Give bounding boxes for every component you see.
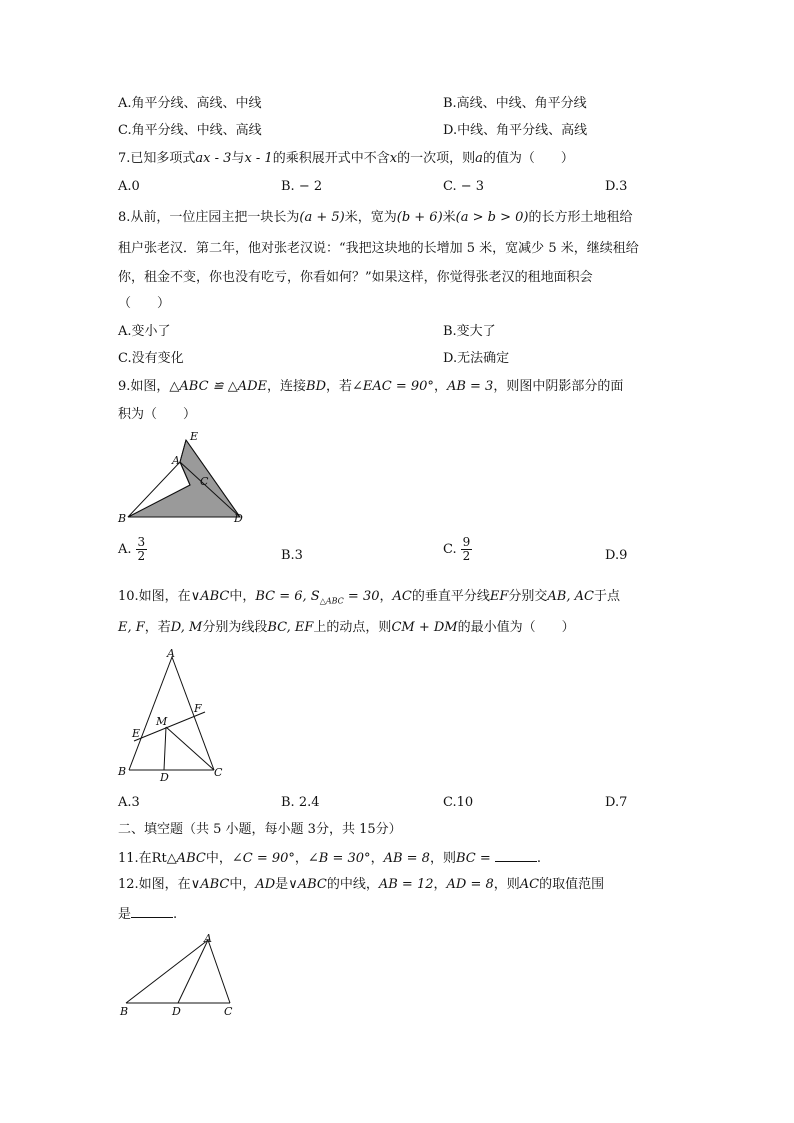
q11-stem: 11.在Rt△ABC中，∠C = 90°，∠B = 30°，AB = 8，则BC = . <box>118 851 542 866</box>
q10-label-d: D <box>160 771 169 784</box>
q6-option-a: A.角平分线、高线、中线 <box>118 96 262 111</box>
q6-option-d: D.中线、角平分线、高线 <box>443 123 588 138</box>
q10-option-a: A.3 <box>118 795 140 810</box>
q10-label-m: M <box>156 715 168 728</box>
q10-label-c: C <box>214 766 223 779</box>
q9-label-c: C <box>200 475 209 488</box>
q9-option-d: D.9 <box>605 548 628 563</box>
q10-stem-line1: 10.如图，在∨ABC中，BC = 6, $S_{\triangle ABC} = 30$，AC的垂直平分线EF分别交AB, AC于点 <box>118 589 620 606</box>
q12-label-d: D <box>172 1005 181 1018</box>
q10-label-e: E <box>132 727 141 740</box>
q10-option-c: C.10 <box>443 795 474 810</box>
q10-stem-line2: E, F，若D, M分别为线段BC, EF上的动点，则CM + DM的最小值为（ ） <box>118 620 575 635</box>
q12-answer-blank[interactable] <box>131 905 173 918</box>
q8-option-c: C.没有变化 <box>118 351 184 366</box>
q7-option-a: A.0 <box>118 179 140 194</box>
q12-label-c: C <box>224 1005 233 1018</box>
q6-option-c: C.角平分线、中线、高线 <box>118 123 262 138</box>
q8-option-d: D.无法确定 <box>443 351 510 366</box>
q8-stem-line3: 你，租金不变，你也没有吃亏，你看如何？”如果这样，你觉得张老汉的租地面积会 <box>118 270 593 285</box>
q12-figure <box>112 930 247 1020</box>
q8-stem-line4: （ ） <box>118 296 171 311</box>
q9-label-b: B <box>118 512 127 525</box>
q10-figure <box>112 645 237 785</box>
q9-figure <box>112 428 252 528</box>
q7-stem: 7.已知多项式ax - 3与x - 1的乘积展开式中不含x的一次项，则a的值为（ ） <box>118 151 574 166</box>
q9-label-a: A <box>172 454 180 467</box>
q8-stem-line1: 8.从前，一位庄园主把一块长为(a + 5)米，宽为(b + 6)米(a > b > 0)的长方形土地租给 <box>118 210 633 225</box>
q9-label-d: D <box>234 512 243 525</box>
q9-option-b: B.3 <box>281 548 303 563</box>
q10-label-a: A <box>167 647 175 660</box>
q12-label-b: B <box>120 1005 129 1018</box>
q10-option-d: D.7 <box>605 795 628 810</box>
q8-stem-line2: 租户张老汉．第二年，他对张老汉说：“我把这块地的长增加 5 米，宽减少 5 米，继续租给 <box>118 241 639 256</box>
q9-option-c: C. $\frac{9}{2}$ <box>443 535 471 563</box>
q7-option-b: B. − 2 <box>281 179 323 194</box>
q9-stem-line2: 积为（ ） <box>118 407 197 422</box>
q12-stem-line2: 是 . <box>118 907 178 922</box>
section-heading: 二、填空题（共 5 小题，每小题 3分，共 15分） <box>118 822 402 837</box>
q7-option-d: D.3 <box>605 179 628 194</box>
q10-label-f: F <box>194 702 202 715</box>
q8-option-b: B.变大了 <box>443 324 496 339</box>
q10-label-b: B <box>118 765 127 778</box>
q7-option-c: C. − 3 <box>443 179 485 194</box>
q9-stem-line1: 9.如图，△ABC ≌ △ADE，连接BD，若∠EAC = 90°，AB = 3，则图中阴影部分的面 <box>118 379 624 394</box>
q6-option-b: B.高线、中线、角平分线 <box>443 96 587 111</box>
q12-stem-line1: 12.如图，在∨ABC中，AD是∨ABC的中线，AB = 12，AD = 8，则AC的取值范围 <box>118 877 605 892</box>
q11-answer-blank[interactable] <box>495 849 537 862</box>
q10-option-b: B. 2.4 <box>281 795 320 810</box>
q9-option-a: A. $\frac{3}{2}$ <box>118 535 146 563</box>
q8-option-a: A.变小了 <box>118 324 171 339</box>
q12-label-a: A <box>204 932 212 945</box>
q9-label-e: E <box>190 430 199 443</box>
